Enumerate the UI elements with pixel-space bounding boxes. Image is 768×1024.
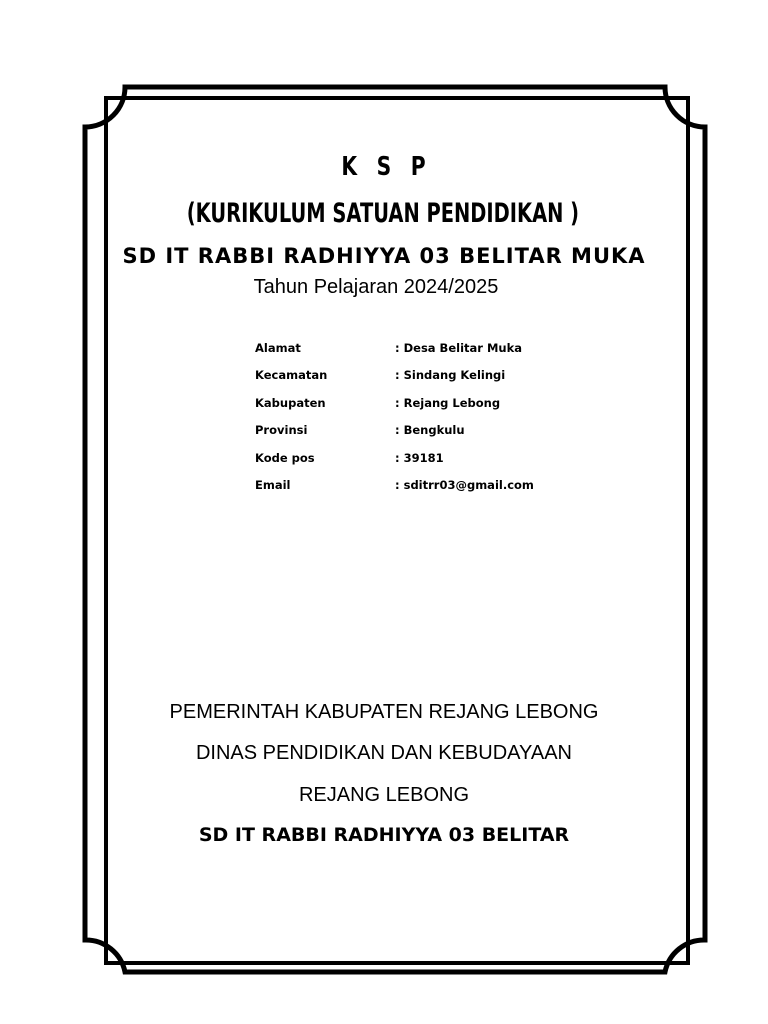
footer-government: PEMERINTAH KABUPATEN REJANG LEBONG: [169, 701, 599, 723]
info-row-kecamatan: [255, 368, 555, 395]
info-value: : Sindang Kelingi: [395, 368, 506, 383]
info-label: Kabupaten: [255, 395, 326, 410]
info-row-email: [255, 478, 555, 505]
school-name-heading: SD IT RABBI RADHIYYA 03 BELITAR MUKA: [122, 244, 646, 268]
info-label: Email: [255, 477, 291, 492]
info-value: : Rejang Lebong: [395, 395, 501, 410]
document-title-ksp: K S P: [341, 152, 432, 182]
footer-region: REJANG LEBONG: [298, 784, 470, 806]
academic-year: Tahun Pelajaran 2024/2025: [253, 276, 499, 298]
info-label: Alamat: [255, 341, 301, 355]
info-row-kode-pos: [255, 451, 555, 478]
info-label: Kode pos: [255, 450, 315, 465]
document-subtitle: (KURIKULUM SATUAN PENDIDIKAN ): [186, 198, 580, 229]
info-value: : sditrr03@gmail.com: [395, 477, 534, 492]
info-value: : 39181: [395, 450, 444, 465]
info-row-alamat: [255, 341, 555, 368]
footer-department: DINAS PENDIDIKAN DAN KEBUDAYAAN: [195, 742, 572, 764]
footer-school-name: SD IT RABBI RADHIYYA 03 BELITAR: [198, 824, 570, 846]
info-row-provinsi: [255, 423, 555, 450]
school-info-table: [255, 341, 555, 505]
info-row-kabupaten: [255, 396, 555, 423]
info-value: : Bengkulu: [395, 423, 465, 438]
info-label: Kecamatan: [255, 368, 328, 383]
info-label: Provinsi: [255, 423, 308, 438]
info-value: : Desa Belitar Muka: [395, 341, 522, 355]
